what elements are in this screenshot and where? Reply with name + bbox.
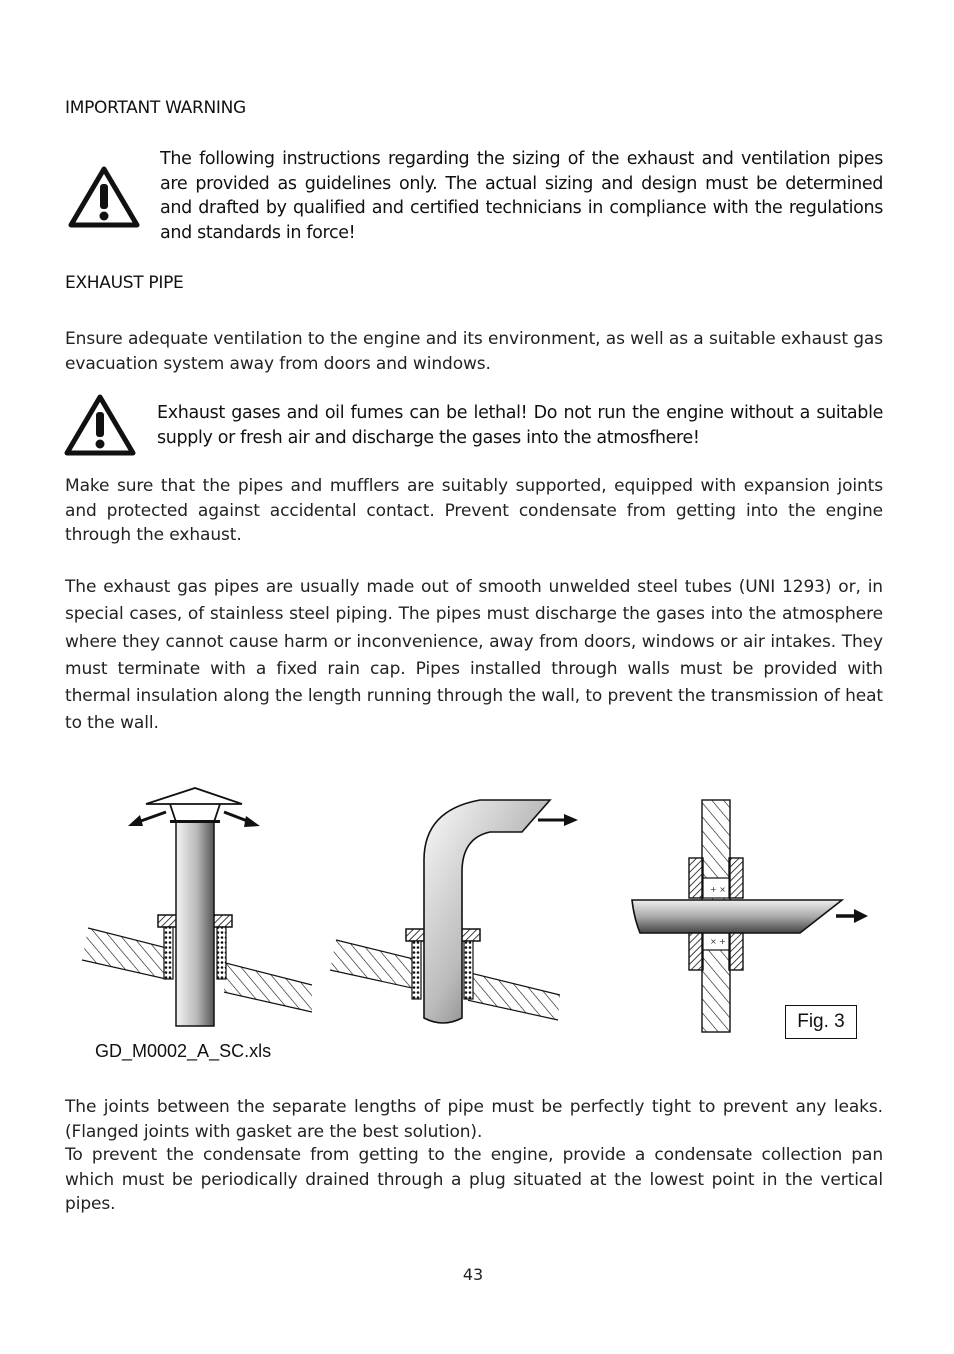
svg-text:+ ×: + × xyxy=(710,885,726,894)
joints-paragraph: The joints between the separate lengths of pipe must be perfectly tight to prevent any leaks. (Flanged joints with gasket are the best solution). xyxy=(65,1097,883,1142)
important-warning-text: The following instructions regarding the sizing of the exhaust and ventilation pipes are provided as guidelines only. The actual sizing and design must be determined and drafted by qualified and certified technicians in compliance with the regulations and standards in force! xyxy=(160,149,883,243)
page-number: 43 xyxy=(462,1265,484,1284)
exhaust-pipe-heading: EXHAUST PIPE xyxy=(65,273,184,293)
exhaust-pipe-figure xyxy=(60,780,890,1050)
warning-triangle-icon xyxy=(64,394,136,456)
figure-label-box: Fig. 3 xyxy=(785,1005,857,1039)
svg-text:× +: × + xyxy=(710,937,726,946)
condensate-paragraph: To prevent the condensate from getting to the engine, provide a condensate collection pan which must be periodically drained through a plug situated at the lowest point in the vertical pipes. xyxy=(65,1145,883,1214)
wall-pipe-drawing xyxy=(632,800,868,1032)
material-paragraph: The exhaust gas pipes are usually made out of smooth unwelded steel tubes (UNI 1293) or, in special cases, of stainless steel piping. The pipes must discharge the gases into the atmosphere where they cannot cause harm or inconvenience, away from doors, windows or air intakes. They must terminate with a fixed rain cap. Pipes installed through walls must be provided with thermal insulation along the length running through the wall, to prevent the transmission of heat to the wall. xyxy=(65,577,883,734)
rain-cap-pipe-drawing xyxy=(82,788,312,1026)
lethal-gas-warning-text: Exhaust gases and oil fumes can be lethal! Do not run the engine without a suitable supply or fresh air and discharge the gases into the atmosfhere! xyxy=(157,403,883,448)
figure-source-label: GD_M0002_A_SC.xls xyxy=(95,1041,272,1061)
exhaust-intro-paragraph: Ensure adequate ventilation to the engine and its environment, as well as a suitable exhaust gas evacuation system away from doors and windows. xyxy=(65,329,883,374)
important-warning-heading: IMPORTANT WARNING xyxy=(65,98,246,118)
warning-triangle-icon xyxy=(68,166,140,228)
bent-pipe-drawing xyxy=(330,800,578,1028)
support-paragraph: Make sure that the pipes and mufflers are suitably supported, equipped with expansion joints and protected against accidental contact. Prevent condensate from getting into the engine through the exhaust. xyxy=(65,476,883,545)
